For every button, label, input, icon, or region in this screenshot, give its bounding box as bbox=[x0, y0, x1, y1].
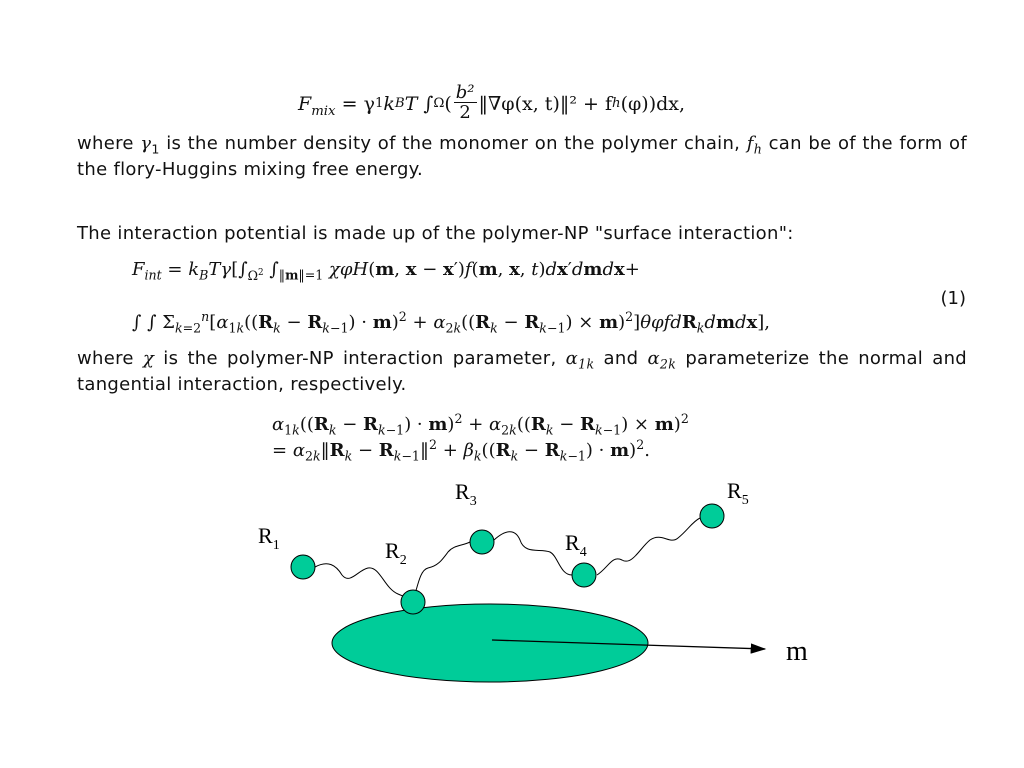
label-r4: $R_4$ bbox=[565, 530, 587, 560]
chain-segment-2 bbox=[413, 542, 470, 601]
label-r2: $R_2$ bbox=[385, 538, 407, 568]
fmix-k: k bbox=[383, 92, 395, 115]
label-r5: $R_5$ bbox=[727, 478, 749, 508]
fmix-lhs: $F_{mix}$ bbox=[298, 92, 336, 119]
fmix-gradient: ‖∇φ(x, t)‖² + f bbox=[478, 92, 613, 115]
equation-alpha-line2: = $\alpha_{2k}‖R_k$ − $R_{k-1}‖^2 + \beta_k((R_k - R_{k-1}) \cdot m)^2$. bbox=[272, 437, 650, 464]
paragraph-parameters: where χ is the polymer-NP interaction parameter, $\alpha_{1k}$ and $\alpha_{2k}$ parameterize the normal and tangential interaction, respectively. bbox=[77, 348, 968, 395]
equation-fint-line1: $F_{int} = k_BT\gamma[\int_{\Omega^2}$ $\int_{‖m‖=1}$ χφH(m, x − x′)f(m, x, t)dx′dmdx+ bbox=[132, 259, 640, 283]
bead-r5 bbox=[700, 504, 724, 528]
label-r3: $R_3$ bbox=[455, 479, 477, 509]
equation-fint-line2: ∫ ∫ $\Sigma_{k=2}^n[\alpha_{1k}((R_k - R_{k-1}) \cdot m)^2 + \alpha_{2k}((R_k - R_{k-1})$ × $m)^2]\theta\varphi fdR_kdmdx$], bbox=[132, 309, 771, 336]
fmix-tail: (φ))dx, bbox=[620, 92, 686, 115]
chain-segment-3 bbox=[494, 532, 572, 575]
chain-segment-4 bbox=[597, 518, 700, 575]
bead-r1 bbox=[291, 555, 315, 579]
equation-fmix: $F_{mix}$ = γ 1 k B T ∫ Ω ( $\frac{\text{b²}}{2}$ ‖∇φ(x, t)‖² + f h (φ))dx, bbox=[298, 82, 686, 123]
paragraph-mix-description: where $\gamma_1$ is the number density of the monomer on the polymer chain, $f_h$ can be of the form of the flory-Huggins mixing free energy. bbox=[77, 133, 967, 180]
bead-r2 bbox=[401, 590, 425, 614]
label-m: m bbox=[786, 636, 808, 667]
fmix-gamma: = γ bbox=[341, 92, 375, 115]
label-r1: $R_1$ bbox=[258, 523, 280, 553]
bead-r4 bbox=[572, 563, 596, 587]
bead-r3 bbox=[470, 530, 494, 554]
paragraph-interaction-intro: The interaction potential is made up of the polymer-NP "surface interaction": bbox=[77, 223, 794, 244]
fmix-fraction: $\frac{\text{b²}}{2}$ bbox=[455, 82, 475, 123]
equation-alpha-line1: $\alpha_{1k}((R_k - R_{k-1}) \cdot m)^2 + \alpha_{2k}((R_k - R_{k-1}) \times m)^2$ bbox=[272, 411, 689, 438]
chain-segment-1 bbox=[315, 564, 413, 602]
equation-number: (1) bbox=[940, 288, 966, 309]
fmix-integral: T ∫ bbox=[404, 92, 434, 115]
